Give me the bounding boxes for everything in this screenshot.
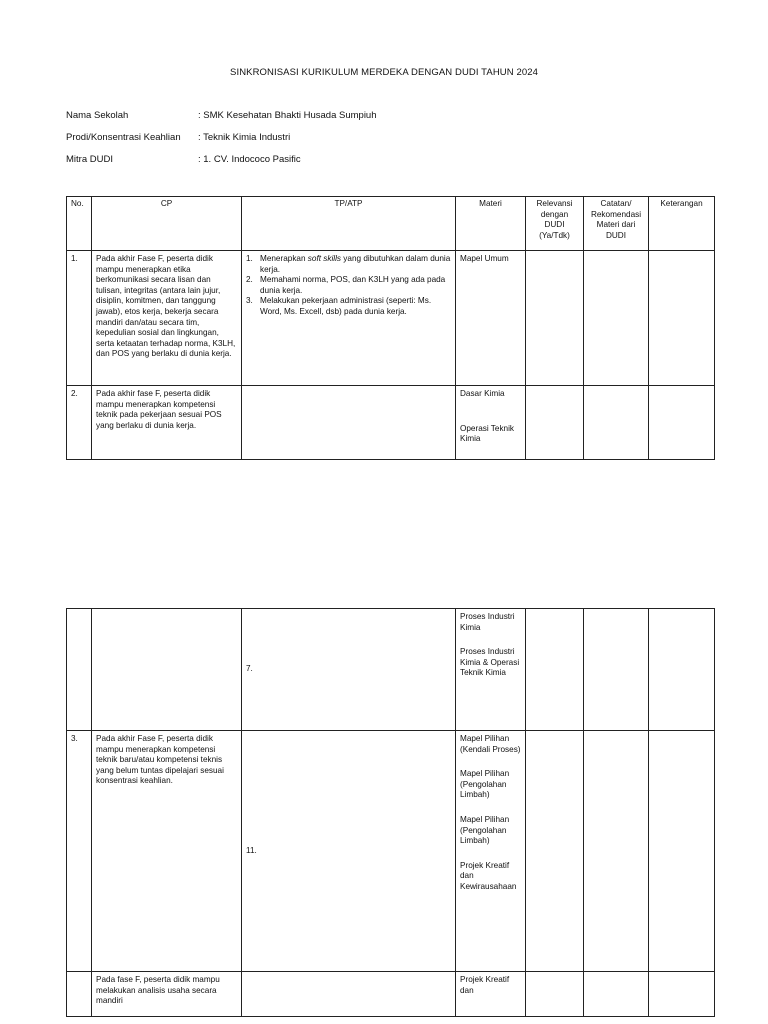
- tp-list-item: 1. Menerapkan soft skills yang dibutuhkan dalam dunia kerja.: [246, 254, 451, 274]
- row-catatan: [584, 972, 649, 1017]
- row-no: [67, 609, 92, 731]
- row-relevansi: [526, 972, 584, 1017]
- table-row: [67, 972, 715, 1017]
- row-tp: 7.: [242, 609, 456, 731]
- row-relevansi: [526, 731, 584, 972]
- info-label-partner: Mitra DUDI: [66, 154, 113, 165]
- sync-table-page-1: [66, 196, 715, 460]
- row-keterangan: [649, 386, 715, 460]
- row-materi: Projek Kreatif dan: [456, 972, 526, 1017]
- info-label-program: Prodi/Konsentrasi Keahlian: [66, 132, 181, 143]
- header-tp: TP/ATP: [242, 197, 456, 251]
- row-no: 2.: [67, 386, 92, 460]
- row-no: 3.: [67, 731, 92, 972]
- row-no: [67, 972, 92, 1017]
- header-catatan: Catatan/ Rekomendasi Materi dari DUDI: [584, 197, 649, 251]
- row-keterangan: [649, 972, 715, 1017]
- row-cp: Pada fase F, peserta didik mampu melakukan analisis usaha secara mandiri: [92, 972, 242, 1017]
- row-keterangan: [649, 609, 715, 731]
- row-materi: Mapel Umum: [456, 251, 526, 386]
- row-tp: [242, 386, 456, 460]
- row-cp: Pada akhir Fase F, peserta didik mampu menerapkan kompetensi teknik baru/atau kompetensi teknis yang belum tuntas dipelajari sesuai konsentrasi keahlian.: [92, 731, 242, 972]
- header-materi: Materi: [456, 197, 526, 251]
- document-title: SINKRONISASI KURIKULUM MERDEKA DENGAN DUDI TAHUN 2024: [230, 67, 538, 78]
- row-relevansi: [526, 609, 584, 731]
- info-value-school: : SMK Kesehatan Bhakti Husada Sumpiuh: [198, 110, 377, 121]
- row-relevansi: [526, 251, 584, 386]
- info-label-school: Nama Sekolah: [66, 110, 129, 121]
- row-cp: [92, 609, 242, 731]
- row-cp: Pada akhir Fase F, peserta didik mampu menerapkan etika berkomunikasi secara lisan dan tulisan, integritas (antara lain jujur, disiplin, komitmen, dan tanggung jawab), etos kerja, bekerja secara mandiri dan/atau secara tim, kepedulian sosial dan lingkungan, serta ketaatan terhadap norma, K3LH, dan POS yang berlaku di dunia kerja.: [92, 251, 242, 386]
- row-materi: Dasar Kimia Operasi Teknik Kimia: [456, 386, 526, 460]
- row-catatan: [584, 609, 649, 731]
- row-catatan: [584, 731, 649, 972]
- header-relevansi: Relevansi dengan DUDI (Ya/Tdk): [526, 197, 584, 251]
- header-cp: CP: [92, 197, 242, 251]
- info-value-partner: : 1. CV. Indococo Pasific: [198, 154, 301, 165]
- row-tp: 11.: [242, 731, 456, 972]
- tp-list-item: 2. Memahami norma, POS, dan K3LH yang ada pada dunia kerja.: [246, 275, 446, 295]
- header-no: No.: [67, 197, 92, 251]
- row-catatan: [584, 386, 649, 460]
- row-cp: Pada akhir fase F, peserta didik mampu menerapkan kompetensi teknik pada pekerjaan sesuai POS yang berlaku di dunia kerja.: [92, 386, 242, 460]
- header-keterangan: Keterangan: [649, 197, 715, 251]
- row-materi: Proses Industri Kimia Proses Industri Kimia & Operasi Teknik Kimia: [456, 609, 526, 731]
- row-catatan: [584, 251, 649, 386]
- table-row: [67, 386, 715, 460]
- table-row: [67, 251, 715, 386]
- row-relevansi: [526, 386, 584, 460]
- row-keterangan: [649, 251, 715, 386]
- sync-table-page-2: [66, 608, 715, 1017]
- info-block: [66, 110, 466, 165]
- row-keterangan: [649, 731, 715, 972]
- table-row: [67, 731, 715, 972]
- row-tp: [242, 972, 456, 1017]
- tp-list: [246, 254, 451, 318]
- table-row: [67, 609, 715, 731]
- row-tp: [242, 251, 456, 386]
- row-materi: Mapel Pilihan (Kendali Proses) Mapel Pilihan (Pengolahan Limbah) Mapel Pilihan (Pengolahan Limbah) Projek Kreatif dan Kewirausahaan: [456, 731, 526, 972]
- tp-list-item: 3. Melakukan pekerjaan administrasi (seperti: Ms. Word, Ms. Excell, dsb) pada dunia kerja.: [246, 296, 432, 316]
- row-no: 1.: [67, 251, 92, 386]
- table-header-row: [67, 197, 715, 251]
- info-value-program: : Teknik Kimia Industri: [198, 132, 291, 143]
